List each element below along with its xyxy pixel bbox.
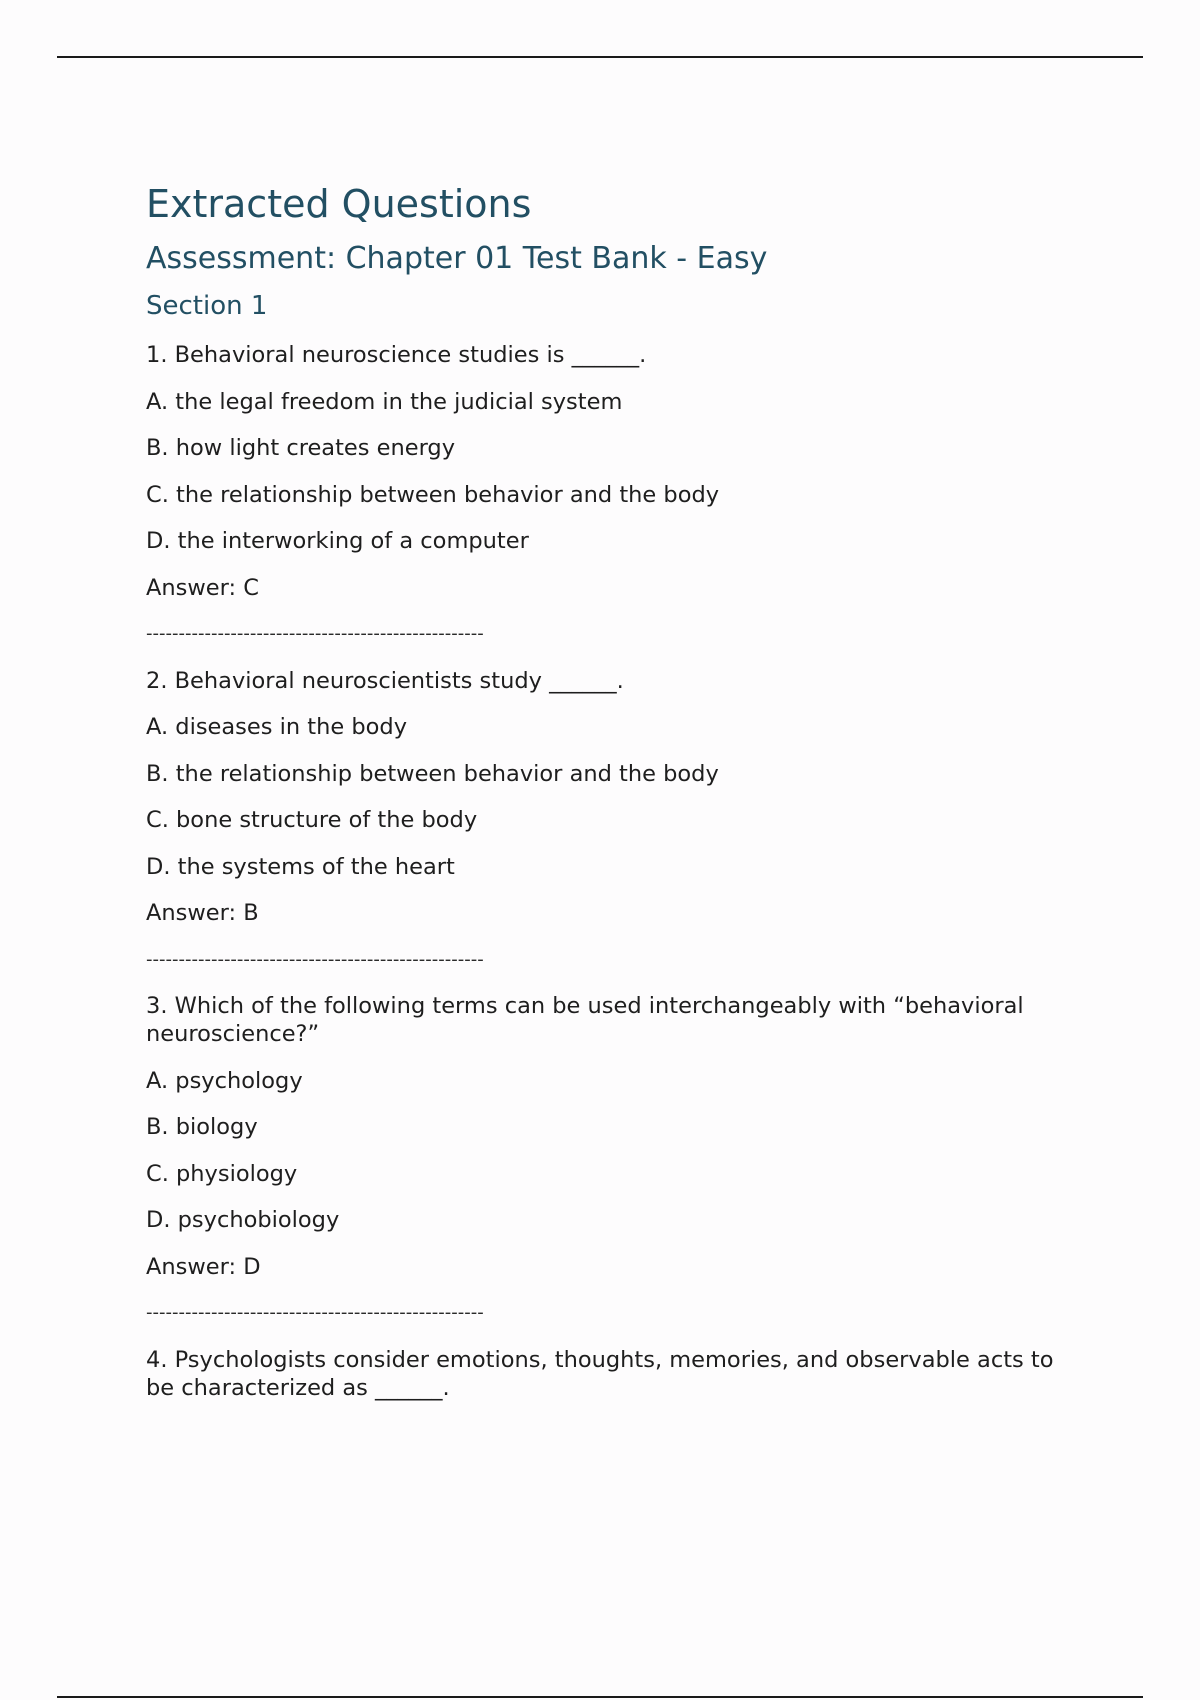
answer-option: C. physiology [146, 1160, 298, 1187]
question-text: 2. Behavioral neuroscientists study ______. [146, 667, 624, 694]
question-separator: ---------------------------------------------------- [146, 948, 484, 970]
answer-option: D. the systems of the heart [146, 853, 455, 880]
correct-answer: Answer: D [146, 1253, 261, 1280]
correct-answer: Answer: C [146, 574, 259, 601]
question-text: 1. Behavioral neuroscience studies is ______. [146, 342, 647, 368]
question-block [146, 992, 1066, 1327]
top-rule [57, 56, 1143, 58]
document-title: Extracted Questions [146, 182, 532, 226]
answer-option: A. the legal freedom in the judicial system [146, 388, 623, 415]
question-separator: ---------------------------------------------------- [146, 1302, 484, 1323]
question-separator: ---------------------------------------------------- [146, 623, 484, 644]
section-title: Section 1 [146, 291, 268, 321]
assessment-title: Assessment: Chapter 01 Test Bank - Easy [146, 241, 768, 276]
answer-option: C. the relationship between behavior and the body [146, 481, 720, 508]
answer-option: B. how light creates energy [146, 435, 456, 461]
answer-option: D. psychobiology [146, 1207, 340, 1233]
question-block [146, 1346, 1066, 1402]
answer-option: A. psychology [146, 1067, 303, 1094]
answer-option: C. bone structure of the body [146, 807, 478, 833]
answer-option: B. the relationship between behavior and the body [146, 760, 719, 787]
question-text: 4. Psychologists consider emotions, thoughts, memories, and observable acts to be characterized as ______. [146, 1346, 1054, 1401]
question-block [146, 667, 1066, 974]
correct-answer: Answer: B [146, 900, 259, 926]
bottom-rule [57, 1696, 1143, 1698]
answer-option: B. biology [146, 1114, 258, 1140]
answer-option: D. the interworking of a computer [146, 528, 529, 554]
question-block [146, 341, 1066, 648]
answer-option: A. diseases in the body [146, 714, 408, 740]
question-text: 3. Which of the following terms can be used interchangeably with “behavioral neuroscience?” [146, 993, 1024, 1047]
document-body [146, 178, 1066, 1402]
